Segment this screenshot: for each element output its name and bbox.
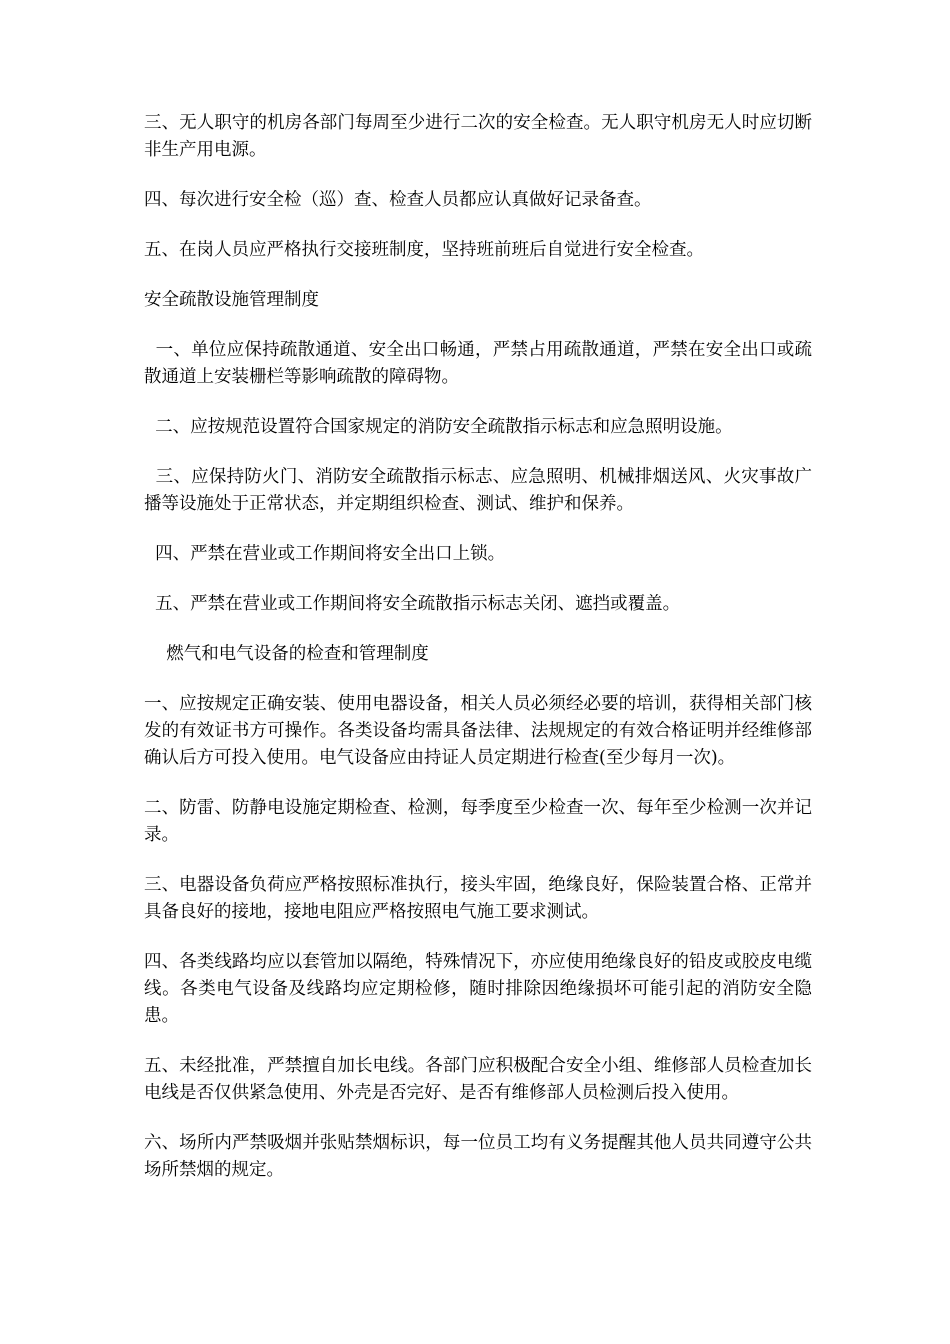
paragraph-electrical-1: 一、应按规定正确安装、使用电器设备，相关人员必须经必要的培训，获得相关部门核发的有效证书方可操作。各类设备均需具备法律、法规规定的有效合格证明并经维修部确认后方可投入使用。电气设备应由持证人员定期进行检查(至少每月一次)。 [144,694,812,768]
document-page [144,110,812,1207]
paragraph-electrical-5: 五、未经批准，严禁擅自加长电线。各部门应积极配合安全小组、维修部人员检查加长电线是否仅供紧急使用、外壳是否完好、是否有维修部人员检测后投入使用。 [144,1056,812,1103]
paragraph-inspection-3: 三、无人职守的机房各部门每周至少进行二次的安全检查。无人职守机房无人时应切断非生产用电源。 [144,113,812,160]
paragraph-evacuation-5: 五、严禁在营业或工作期间将安全疏散指示标志关闭、遮挡或覆盖。 [144,594,681,614]
paragraph-electrical-4: 四、各类线路均应以套管加以隔绝，特殊情况下，亦应使用绝缘良好的铅皮或胶皮电缆线。各类电气设备及线路均应定期检修，随时排除因绝缘损坏可能引起的消防安全隐患。 [144,952,812,1026]
paragraph-inspection-4: 四、每次进行安全检（巡）查、检查人员都应认真做好记录备查。 [144,190,652,210]
paragraph-evacuation-3: 三、应保持防火门、消防安全疏散指示标志、应急照明、机械排烟送风、火灾事故广播等设施处于正常状态，并定期组织检查、测试、维护和保养。 [144,467,812,514]
paragraph-electrical-2: 二、防雷、防静电设施定期检查、检测，每季度至少检查一次、每年至少检测一次并记录。 [144,798,812,845]
paragraph-electrical-3: 三、电器设备负荷应严格按照标准执行，接头牢固，绝缘良好，保险装置合格、正常并具备良好的接地，接地电阻应严格按照电气施工要求测试。 [144,875,812,922]
paragraph-electrical-6: 六、场所内严禁吸烟并张贴禁烟标识，每一位员工均有义务提醒其他人员共同遵守公共场所禁烟的规定。 [144,1133,812,1180]
paragraph-evacuation-4: 四、严禁在营业或工作期间将安全出口上锁。 [144,544,506,564]
section-title-gas-electrical: 燃气和电气设备的检查和管理制度 [144,644,429,664]
section-title-evacuation: 安全疏散设施管理制度 [144,290,319,310]
paragraph-inspection-5: 五、在岗人员应严格执行交接班制度，坚持班前班后自觉进行安全检查。 [144,240,704,260]
paragraph-evacuation-1: 一、单位应保持疏散通道、安全出口畅通，严禁占用疏散通道，严禁在安全出口或疏散通道上安装栅栏等影响疏散的障碍物。 [144,340,812,387]
paragraph-evacuation-2: 二、应按规范设置符合国家规定的消防安全疏散指示标志和应急照明设施。 [144,417,733,437]
